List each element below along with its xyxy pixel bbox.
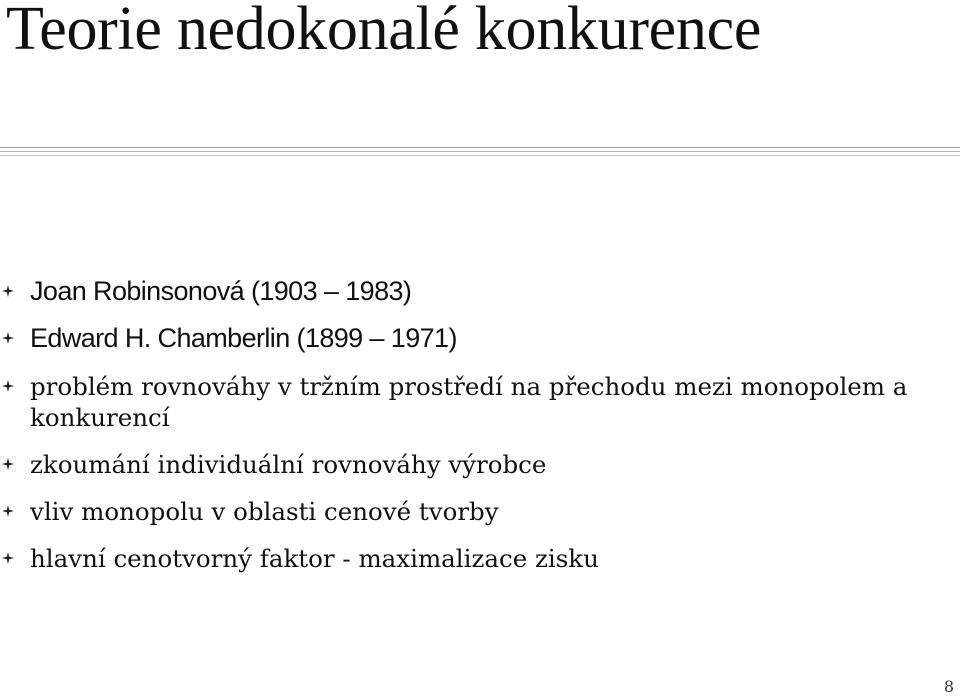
bullet-text: Joan Robinsonová (1903 – 1983) bbox=[30, 276, 412, 306]
bullet-text: hlavní cenotvorný faktor - maximalizace zisku bbox=[30, 544, 599, 573]
bullet-item bbox=[0, 323, 960, 354]
bullet-item bbox=[0, 496, 960, 527]
bullet-item bbox=[0, 276, 960, 307]
fleuron-bullet-icon bbox=[2, 285, 14, 297]
bullet-text: zkoumání individuální rovnováhy výrobce bbox=[30, 450, 547, 479]
title-divider bbox=[0, 155, 960, 156]
fleuron-bullet-icon bbox=[2, 458, 14, 470]
slide-title: Teorie nedokonalé konkurence bbox=[6, 0, 762, 63]
bullet-text: Edward H. Chamberlin (1899 – 1971) bbox=[30, 323, 457, 353]
bullet-text: problém rovnováhy v tržním prostředí na přechodu mezi monopolem a konkurencí bbox=[30, 372, 908, 432]
fleuron-bullet-icon bbox=[2, 505, 14, 517]
bullet-item bbox=[0, 371, 955, 433]
bullet-text: vliv monopolu v oblasti cenové tvorby bbox=[30, 497, 499, 526]
fleuron-bullet-icon bbox=[2, 380, 14, 392]
fleuron-bullet-icon bbox=[2, 332, 14, 344]
bullet-item bbox=[0, 449, 960, 480]
page-number: 8 bbox=[943, 677, 954, 696]
fleuron-bullet-icon bbox=[2, 552, 14, 564]
title-divider bbox=[0, 151, 960, 152]
bullet-list bbox=[0, 270, 960, 574]
bullet-item bbox=[0, 543, 960, 574]
title-divider bbox=[0, 147, 960, 148]
